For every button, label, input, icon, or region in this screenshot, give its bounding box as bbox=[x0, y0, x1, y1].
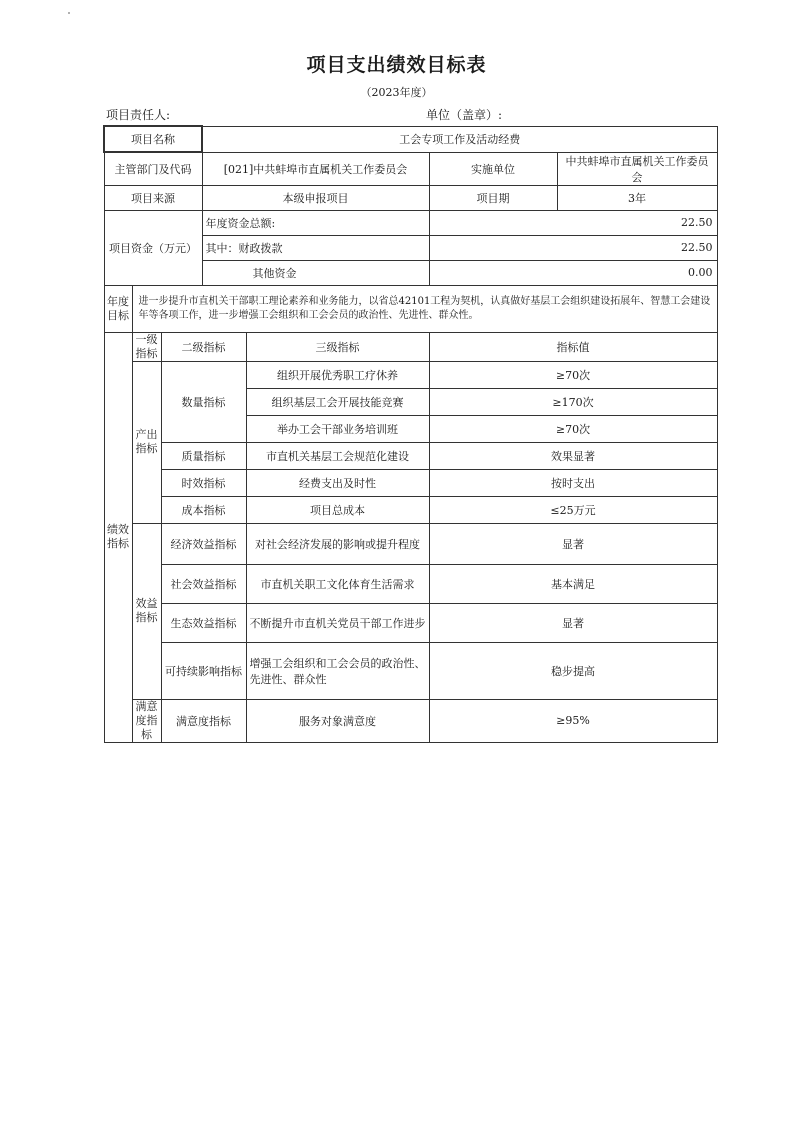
benefit-label: 效益指标 bbox=[132, 523, 161, 699]
funds-other-label: 其他资金 bbox=[202, 260, 429, 285]
dept-label: 主管部门及代码 bbox=[104, 152, 202, 185]
page-title: 项目支出绩效目标表 bbox=[306, 54, 487, 76]
cost-label: 成本指标 bbox=[161, 496, 246, 523]
row-dept bbox=[104, 152, 717, 185]
eco-name: 不断提升市直机关党员干部工作进步 bbox=[246, 603, 429, 642]
funds-other-value: 0.00 bbox=[429, 260, 717, 285]
quantity-3-name: 举办工会干部业务培训班 bbox=[246, 415, 429, 442]
row-perf-header bbox=[104, 332, 717, 361]
annual-goal-text: 进一步提升市直机关干部职工理论素养和业务能力，以省总42101工程为契机，认真做好基层工会组织建设拓展年、智慧工会建设年等各项工作，进一步增强工会组织和工会会员的政治性、先进性、群众性。 bbox=[132, 285, 717, 332]
funds-fiscal-label: 其中：财政拨款 bbox=[202, 235, 429, 260]
annual-goal-label: 年度目标 bbox=[104, 285, 132, 332]
header-value: 指标值 bbox=[429, 332, 717, 361]
perf-label: 绩效指标 bbox=[104, 332, 132, 742]
economic-label: 经济效益指标 bbox=[161, 523, 246, 564]
table-row bbox=[104, 442, 717, 469]
table-row bbox=[104, 603, 717, 642]
time-name: 经费支出及时性 bbox=[246, 469, 429, 496]
funds-total-value: 22.50 bbox=[429, 210, 717, 235]
quality-label: 质量指标 bbox=[161, 442, 246, 469]
performance-table bbox=[103, 125, 718, 743]
impl-label: 实施单位 bbox=[429, 152, 557, 185]
satisfaction-value: ≥95% bbox=[429, 699, 717, 742]
row-annual-goal bbox=[104, 285, 717, 332]
period-label: 项目期 bbox=[429, 185, 557, 210]
period-value: 3年 bbox=[557, 185, 717, 210]
economic-name: 对社会经济发展的影响或提升程度 bbox=[246, 523, 429, 564]
project-name-label: 项目名称 bbox=[104, 126, 202, 152]
sustain-value: 稳步提高 bbox=[429, 642, 717, 699]
quantity-2-name: 组织基层工会开展技能竞赛 bbox=[246, 388, 429, 415]
output-label: 产出指标 bbox=[132, 361, 161, 523]
eco-value: 显著 bbox=[429, 603, 717, 642]
satisfaction-sub-label: 满意度指标 bbox=[161, 699, 246, 742]
source-label: 项目来源 bbox=[104, 185, 202, 210]
table-row bbox=[104, 699, 717, 742]
funds-total-label: 年度资金总额: bbox=[202, 210, 429, 235]
dept-value: [021]中共蚌埠市直属机关工作委员会 bbox=[202, 152, 429, 185]
table-row bbox=[104, 564, 717, 603]
scan-speck bbox=[68, 12, 70, 14]
quantity-3-value: ≥70次 bbox=[429, 415, 717, 442]
row-funds-total bbox=[104, 210, 717, 235]
sustain-label: 可持续影响指标 bbox=[161, 642, 246, 699]
responsible-label: 项目责任人: bbox=[106, 108, 171, 122]
table-row bbox=[104, 469, 717, 496]
cost-name: 项目总成本 bbox=[246, 496, 429, 523]
header-level2: 二级指标 bbox=[161, 332, 246, 361]
cost-value: ≤25万元 bbox=[429, 496, 717, 523]
table-row bbox=[104, 361, 717, 388]
row-source bbox=[104, 185, 717, 210]
social-name: 市直机关职工文化体育生活需求 bbox=[246, 564, 429, 603]
table-row bbox=[104, 496, 717, 523]
sustain-name: 增强工会组织和工会会员的政治性、先进性、群众性 bbox=[246, 642, 429, 699]
funds-fiscal-value: 22.50 bbox=[429, 235, 717, 260]
satisfaction-label: 满意度指标 bbox=[132, 699, 161, 742]
source-value: 本级申报项目 bbox=[202, 185, 429, 210]
year-subtitle: （2023年度） bbox=[360, 86, 433, 99]
satisfaction-name: 服务对象满意度 bbox=[246, 699, 429, 742]
impl-value: 中共蚌埠市直属机关工作委员会 bbox=[557, 152, 717, 185]
header-level3: 三级指标 bbox=[246, 332, 429, 361]
project-name-value: 工会专项工作及活动经费 bbox=[202, 126, 717, 152]
quality-value: 效果显著 bbox=[429, 442, 717, 469]
table-row bbox=[104, 523, 717, 564]
eco-label: 生态效益指标 bbox=[161, 603, 246, 642]
funds-label: 项目资金（万元） bbox=[104, 210, 202, 285]
time-label: 时效指标 bbox=[161, 469, 246, 496]
quantity-1-value: ≥70次 bbox=[429, 361, 717, 388]
time-value: 按时支出 bbox=[429, 469, 717, 496]
row-project-name bbox=[104, 126, 717, 152]
quantity-1-name: 组织开展优秀职工疗休养 bbox=[246, 361, 429, 388]
header-level1: 一级指标 bbox=[132, 332, 161, 361]
table-row bbox=[104, 642, 717, 699]
quantity-2-value: ≥170次 bbox=[429, 388, 717, 415]
economic-value: 显著 bbox=[429, 523, 717, 564]
unit-label: 单位（盖章）: bbox=[426, 108, 503, 122]
quality-name: 市直机关基层工会规范化建设 bbox=[246, 442, 429, 469]
social-label: 社会效益指标 bbox=[161, 564, 246, 603]
quantity-label: 数量指标 bbox=[161, 361, 246, 442]
social-value: 基本满足 bbox=[429, 564, 717, 603]
